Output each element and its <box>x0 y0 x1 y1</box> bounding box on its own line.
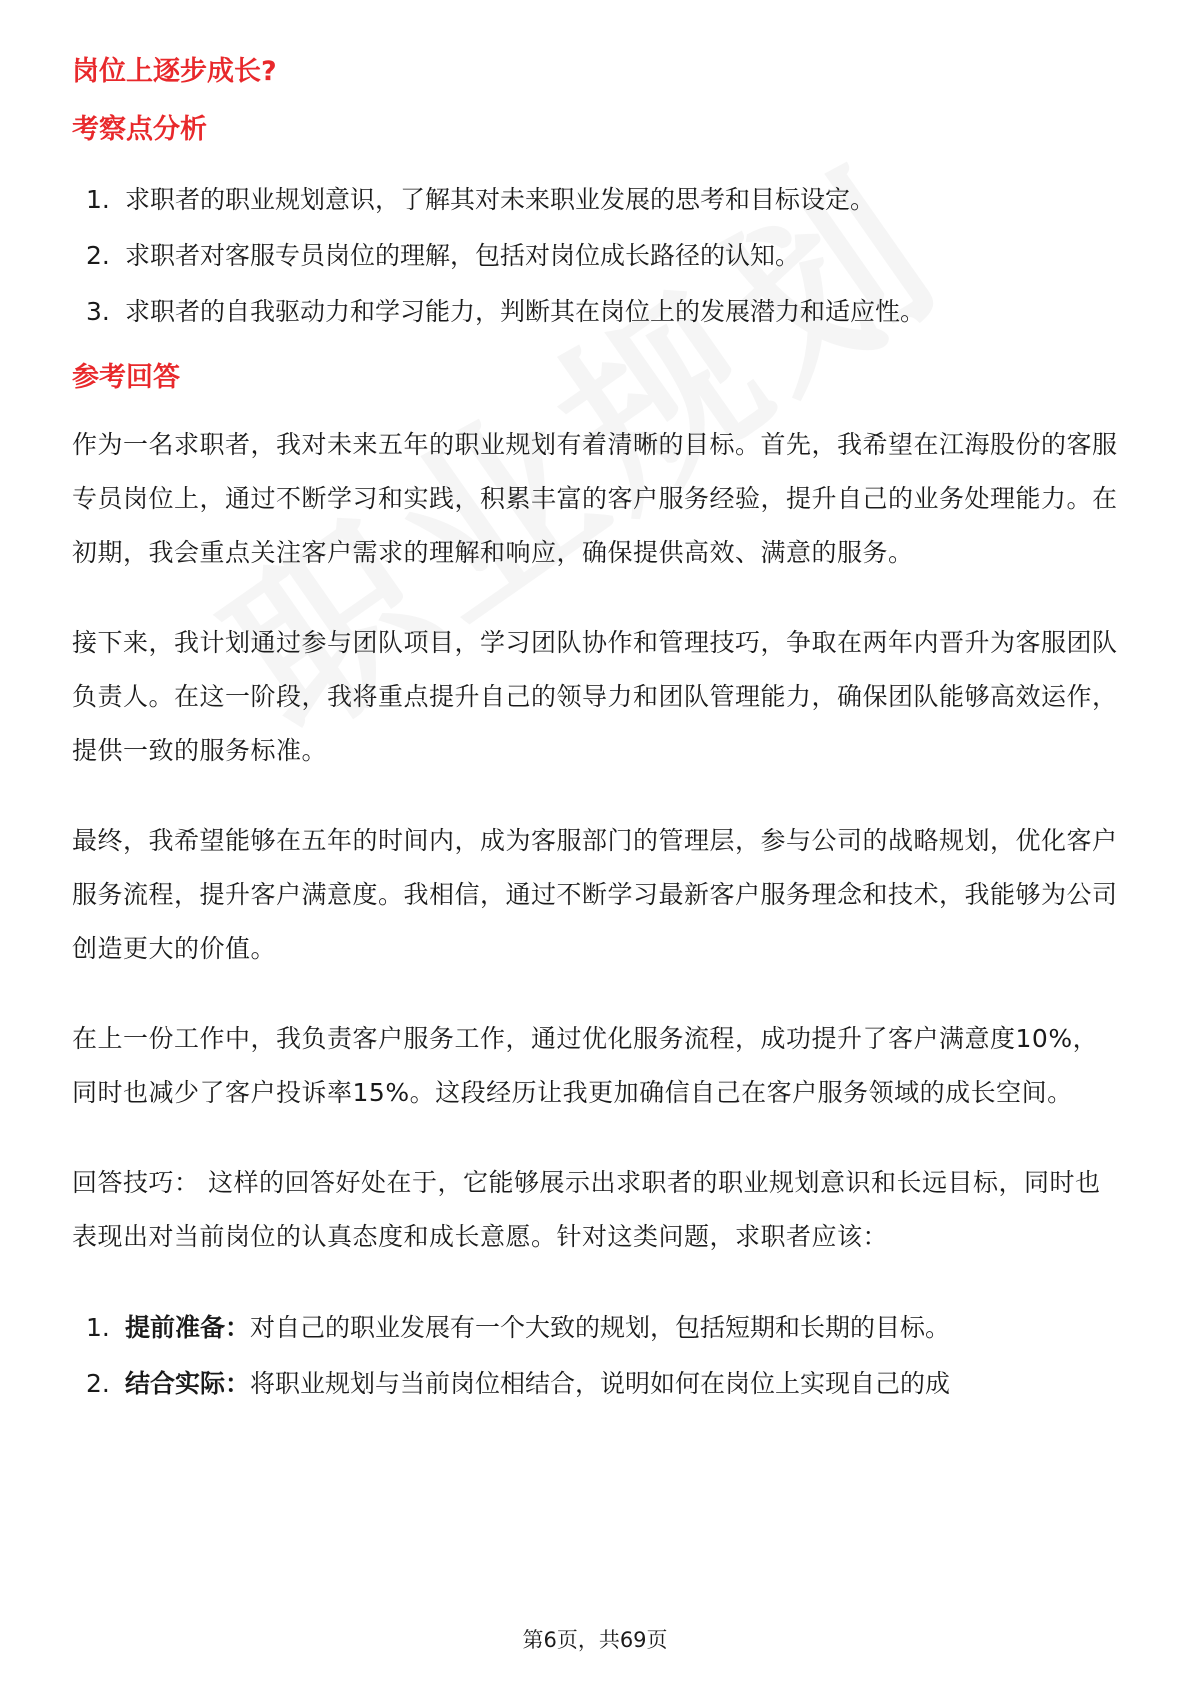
tip-text: 对自己的职业发展有一个大致的规划，包括短期和长期的目标。 <box>250 1313 951 1342</box>
list-number: 1. <box>86 1313 110 1342</box>
question-heading-tail: 岗位上逐步成长? <box>72 56 277 87</box>
analysis-heading: 考察点分析 <box>72 114 207 145</box>
list-number: 3. <box>86 297 110 326</box>
tip-text: 将职业规划与当前岗位相结合，说明如何在岗位上实现自己的成 <box>250 1369 951 1398</box>
list-number: 2. <box>86 241 110 270</box>
answer-paragraph-3: 最终，我希望能够在五年的时间内，成为客服部门的管理层，参与公司的战略规划，优化客户服务流程，提升客户满意度。我相信，通过不断学习最新客户服务理念和技术，我能够为公司创造更大的价值。 <box>72 826 1118 963</box>
tips-paragraph: 回答技巧： 这样的回答好处在于，它能够展示出求职者的职业规划意识和长远目标，同时也表现出对当前岗位的认真态度和成长意愿。针对这类问题，求职者应该： <box>72 1168 1101 1251</box>
document-body <box>72 52 1118 1412</box>
analysis-list <box>72 172 1118 340</box>
list-item <box>72 228 1118 284</box>
list-item <box>72 1356 1118 1412</box>
list-item-text: 求职者对客服专员岗位的理解，包括对岗位成长路径的认知。 <box>125 241 801 270</box>
tips-list <box>72 1300 1118 1412</box>
list-number: 2. <box>86 1369 110 1398</box>
answer-heading: 参考回答 <box>72 362 180 393</box>
answer-paragraph-1: 作为一名求职者，我对未来五年的职业规划有着清晰的目标。首先，我希望在江海股份的客服专员岗位上，通过不断学习和实践，积累丰富的客户服务经验，提升自己的业务处理能力。在初期，我会重点关注客户需求的理解和响应，确保提供高效、满意的服务。 <box>72 430 1118 567</box>
tip-label: 提前准备： <box>125 1313 251 1342</box>
page-number-footer: 第6页，共69页 <box>522 1628 668 1652</box>
answer-paragraph-2: 接下来，我计划通过参与团队项目，学习团队协作和管理技巧，争取在两年内晋升为客服团队负责人。在这一阶段，我将重点提升自己的领导力和团队管理能力，确保团队能够高效运作，提供一致的服务标准。 <box>72 628 1118 765</box>
list-item <box>72 1300 1118 1356</box>
list-item <box>72 172 1118 228</box>
list-number: 1. <box>86 185 110 214</box>
list-item <box>72 284 1118 340</box>
answer-paragraph-4: 在上一份工作中，我负责客户服务工作，通过优化服务流程，成功提升了客户满意度10%，同时也减少了客户投诉率15%。这段经历让我更加确信自己在客户服务领域的成长空间。 <box>72 1024 1099 1107</box>
list-item-text: 求职者的职业规划意识，了解其对未来职业发展的思考和目标设定。 <box>125 185 876 214</box>
tip-label: 结合实际： <box>125 1369 251 1398</box>
list-item-text: 求职者的自我驱动力和学习能力，判断其在岗位上的发展潜力和适应性。 <box>125 297 926 326</box>
